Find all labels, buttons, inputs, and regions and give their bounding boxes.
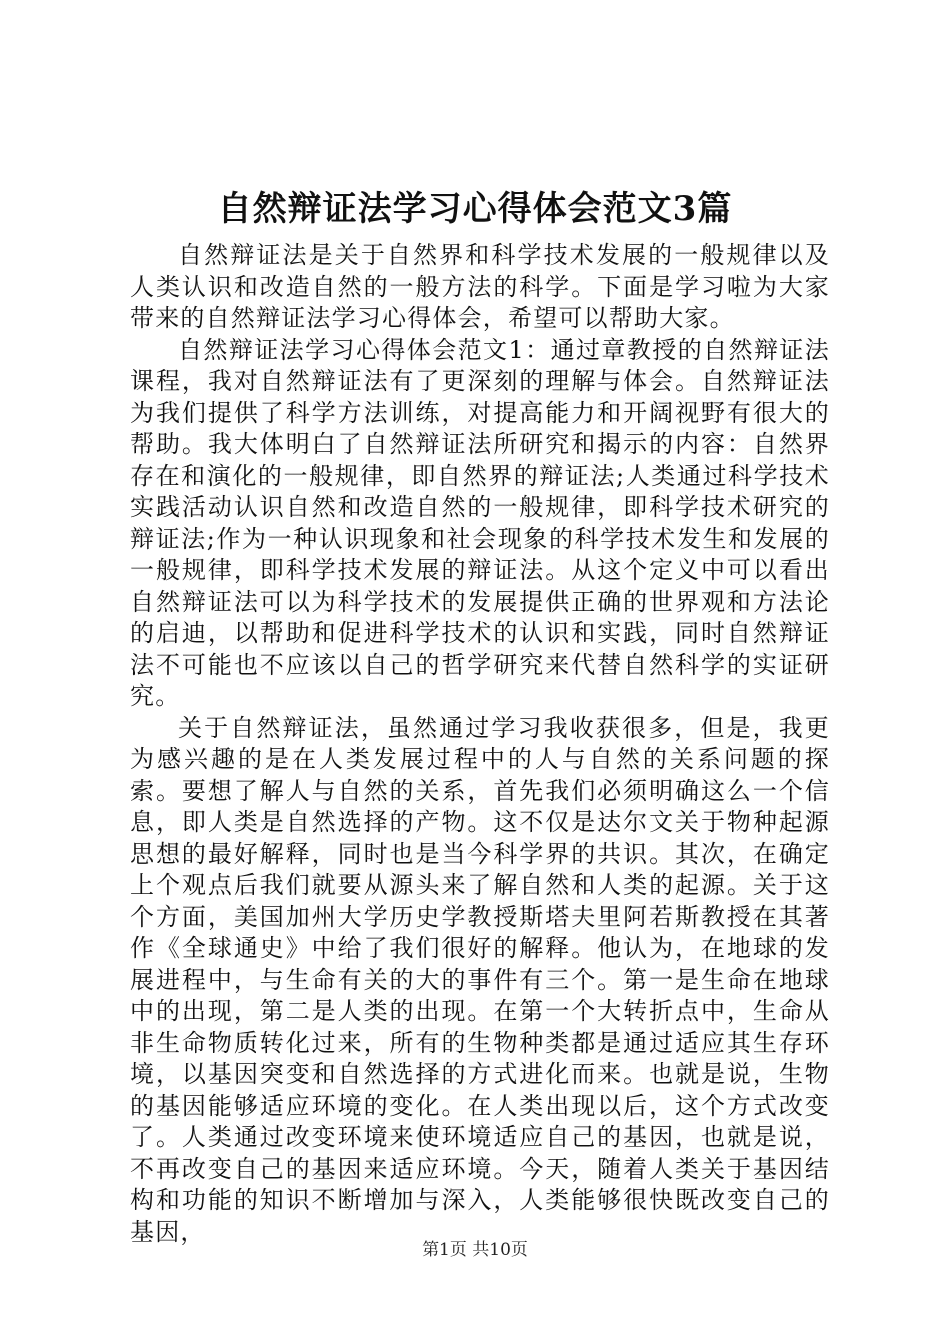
document-body	[130, 240, 830, 1248]
paragraph-human-nature: 关于自然辩证法，虽然通过学习我收获很多，但是，我更为感兴趣的是在人类发展过程中的人与自然的关系问题的探索。要想了解人与自然的关系，首先我们必须明确这么一个信息，即人类是自然选择的产物。这不仅是达尔文关于物种起源思想的最好解释，同时也是当今科学界的共识。其次，在确定上个观点后我们就要从源头来了解自然和人类的起源。关于这个方面，美国加州大学历史学教授斯塔夫里阿若斯教授在其著作《全球通史》中给了我们很好的解释。他认为，在地球的发展进程中，与生命有关的大的事件有三个。第一是生命在地球中的出现，第二是人类的出现。在第一个大转折点中，生命从非生命物质转化过来，所有的生物种类都是通过适应其生存环境，以基因突变和自然选择的方式进化而来。也就是说，生物的基因能够适应环境的变化。在人类出现以后，这个方式改变了。人类通过改变环境来使环境适应自己的基因，也就是说，不再改变自己的基因来适应环境。今天，随着人类关于基因结构和功能的知识不断增加与深入，人类能够很快既改变自己的基因，	[130, 713, 830, 1246]
document-title: 自然辩证法学习心得体会范文3篇	[217, 189, 733, 229]
page-footer: 第1页 共10页	[422, 1240, 528, 1260]
paragraph-intro: 自然辩证法是关于自然界和科学技术发展的一般规律以及人类认识和改造自然的一般方法的科学。下面是学习啦为大家带来的自然辩证法学习心得体会，希望可以帮助大家。	[130, 241, 830, 332]
paragraph-sample-1: 自然辩证法学习心得体会范文1：通过章教授的自然辩证法课程，我对自然辩证法有了更深刻的理解与体会。自然辩证法为我们提供了科学方法训练，对提高能力和开阔视野有很大的帮助。我大体明白了自然辩证法所研究和揭示的内容：自然界存在和演化的一般规律，即自然界的辩证法;人类通过科学技术实践活动认识自然和改造自然的一般规律，即科学技术研究的辩证法;作为一种认识现象和社会现象的科学技术发生和发展的一般规律，即科学技术发展的辩证法。从这个定义中可以看出自然辩证法可以为科学技术的发展提供正确的世界观和方法论的启迪，以帮助和促进科学技术的认识和实践，同时自然辩证法不可能也不应该以自己的哲学研究来代替自然科学的实证研究。	[130, 335, 830, 710]
